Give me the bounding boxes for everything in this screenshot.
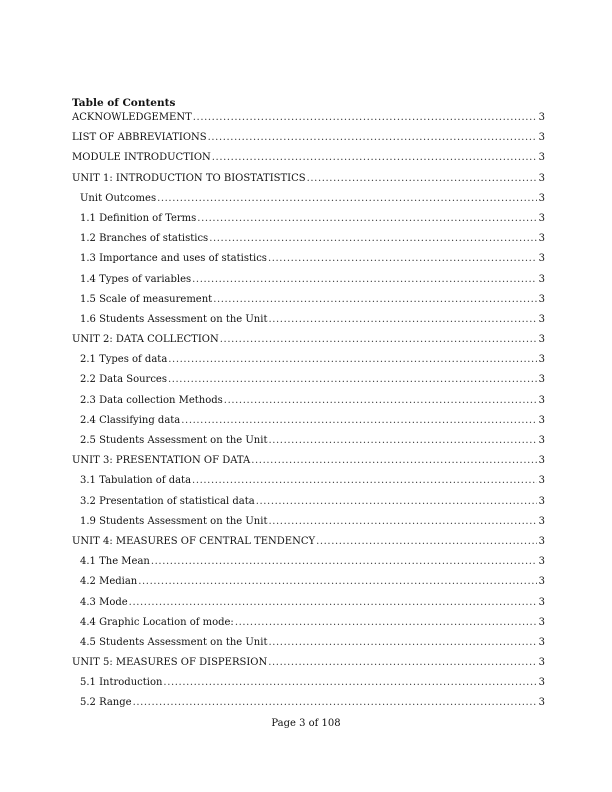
leader-dots: [138, 575, 536, 589]
leader-dots: [256, 495, 537, 509]
toc-entry[interactable]: [72, 333, 545, 353]
leader-dots: [235, 616, 537, 630]
toc-entry-label: 5.2 Range: [80, 697, 132, 709]
toc-entry-label: 1.2 Branches of statistics: [80, 233, 209, 245]
toc-entry-label: ACKNOWLEDGEMENT: [72, 112, 192, 123]
leader-dots: [268, 656, 536, 670]
toc-entry-page: 3: [538, 273, 545, 285]
toc-entry[interactable]: [72, 434, 545, 454]
toc-entry[interactable]: [72, 252, 545, 272]
toc-entry-page: 3: [538, 354, 545, 366]
leader-dots: [168, 353, 536, 367]
toc-entry-page: 3: [538, 414, 545, 426]
toc-entry-page: 3: [538, 293, 545, 305]
toc-entry[interactable]: [72, 313, 545, 333]
toc-entry-label: 1.5 Scale of measurement: [80, 293, 213, 305]
toc-entry[interactable]: [72, 596, 545, 616]
toc-entry[interactable]: [72, 555, 545, 575]
toc-entry-page: 3: [538, 515, 545, 527]
toc-entry-page: 3: [538, 132, 545, 144]
leader-dots: [209, 232, 536, 246]
toc-entry-page: 3: [538, 233, 545, 245]
toc-entry-label: LIST OF ABBREVIATIONS: [72, 132, 207, 144]
leader-dots: [151, 555, 537, 569]
toc-entry-page: 3: [538, 253, 545, 265]
toc-entry-page: 3: [538, 152, 545, 164]
leader-dots: [268, 313, 536, 327]
leader-dots: [163, 676, 536, 690]
toc-entry-label: UNIT 4: MEASURES OF CENTRAL TENDENCY: [72, 535, 316, 547]
toc-entry[interactable]: [72, 394, 545, 414]
toc-entry-label: Unit Outcomes: [80, 192, 157, 204]
leader-dots: [213, 293, 536, 307]
toc-entry[interactable]: [72, 131, 545, 151]
toc-entry-page: 3: [538, 556, 545, 568]
toc-entry[interactable]: [72, 353, 545, 373]
toc-entry-page: 3: [538, 596, 545, 608]
toc-entry[interactable]: [72, 414, 545, 434]
leader-dots: [268, 252, 537, 266]
toc-entry[interactable]: [72, 111, 545, 131]
toc-entry[interactable]: [72, 616, 545, 636]
page-footer: Page 3 of 108: [271, 718, 341, 729]
toc-entry-label: 3.2 Presentation of statistical data: [80, 495, 255, 507]
toc-entry-label: 1.1 Definition of Terms: [80, 212, 197, 224]
toc-entry-label: 1.3 Importance and uses of statistics: [80, 253, 267, 265]
toc-entry-label: 4.3 Mode: [80, 596, 128, 608]
leader-dots: [316, 535, 537, 549]
leader-dots: [268, 636, 536, 650]
toc-entry[interactable]: [72, 636, 545, 656]
toc-entry-page: 3: [538, 535, 545, 547]
toc-entry-page: 3: [538, 657, 545, 669]
leader-dots: [157, 192, 537, 206]
toc-entry-label: 1.6 Students Assessment on the Unit: [80, 313, 268, 325]
leader-dots: [193, 111, 537, 125]
toc-entry[interactable]: [72, 293, 545, 313]
toc-entry[interactable]: [72, 373, 545, 393]
leader-dots: [197, 212, 536, 226]
toc-entry-page: 3: [538, 172, 545, 184]
toc-entry[interactable]: [72, 575, 545, 595]
toc-entry-page: 3: [538, 495, 545, 507]
toc-entry[interactable]: [72, 656, 545, 676]
leader-dots: [208, 131, 537, 145]
toc-entry-label: 4.4 Graphic Location of mode:: [80, 616, 234, 628]
leader-dots: [307, 172, 537, 186]
leader-dots: [224, 394, 537, 408]
leader-dots: [168, 373, 537, 387]
toc-entry[interactable]: [72, 151, 545, 171]
leader-dots: [251, 454, 536, 468]
toc-entry-page: 3: [538, 475, 545, 487]
toc-entry-page: 3: [538, 616, 545, 628]
toc-entry-page: 3: [538, 697, 545, 709]
toc-entry-label: UNIT 3: PRESENTATION OF DATA: [72, 455, 251, 467]
toc-entry[interactable]: [72, 454, 545, 474]
toc-entry-label: UNIT 2: DATA COLLECTION: [72, 334, 219, 346]
toc-entry-label: 4.2 Median: [80, 576, 138, 588]
toc-entry-page: 3: [538, 374, 545, 386]
toc-entry-page: 3: [538, 394, 545, 406]
toc-entry-page: 3: [538, 636, 545, 648]
toc-entry-page: 3: [538, 677, 545, 689]
toc-entry-label: 4.5 Students Assessment on the Unit: [80, 636, 268, 648]
toc-entry-label: 3.1 Tabulation of data: [80, 475, 192, 487]
table-of-contents: [72, 111, 545, 717]
toc-entry[interactable]: [72, 172, 545, 192]
toc-entry-page: 3: [538, 576, 545, 588]
toc-entry-page: 3: [538, 212, 545, 224]
toc-title: Table of Contents: [72, 97, 176, 109]
toc-entry[interactable]: [72, 212, 545, 232]
leader-dots: [268, 515, 536, 529]
toc-entry-label: 1.9 Students Assessment on the Unit: [80, 515, 268, 527]
toc-entry[interactable]: [72, 232, 545, 252]
toc-entry-page: 3: [538, 435, 545, 446]
toc-entry-label: 4.1 The Mean: [80, 556, 150, 568]
leader-dots: [268, 434, 536, 448]
toc-entry-label: UNIT 5: MEASURES OF DISPERSION: [72, 657, 268, 669]
toc-entry-label: 1.4 Types of variables: [80, 273, 192, 285]
toc-entry-page: 3: [538, 112, 545, 123]
toc-entry[interactable]: [72, 696, 545, 716]
toc-entry[interactable]: [72, 192, 545, 212]
toc-entry-label: 2.1 Types of data: [80, 354, 168, 366]
toc-entry-page: 3: [538, 334, 545, 346]
toc-entry-label: 2.2 Data Sources: [80, 374, 167, 386]
leader-dots: [192, 273, 536, 287]
toc-entry[interactable]: [72, 676, 545, 696]
toc-entry-page: 3: [538, 192, 545, 204]
toc-entry-label: 2.3 Data collection Methods: [80, 394, 223, 406]
toc-entry-page: 3: [538, 455, 545, 467]
leader-dots: [181, 414, 536, 428]
leader-dots: [220, 333, 537, 347]
toc-entry-label: 5.1 Introduction: [80, 677, 163, 689]
toc-entry-label: 2.4 Classifying data: [80, 414, 181, 426]
toc-entry[interactable]: [72, 495, 545, 515]
toc-entry[interactable]: [72, 535, 545, 555]
toc-entry-page: 3: [538, 313, 545, 325]
leader-dots: [212, 151, 537, 165]
toc-entry-label: 2.5 Students Assessment on the Unit: [80, 435, 268, 446]
toc-entry[interactable]: [72, 474, 545, 494]
toc-entry[interactable]: [72, 515, 545, 535]
leader-dots: [192, 474, 537, 488]
leader-dots: [133, 696, 537, 710]
leader-dots: [129, 596, 537, 610]
toc-entry[interactable]: [72, 273, 545, 293]
toc-entry-label: UNIT 1: INTRODUCTION TO BIOSTATISTICS: [72, 172, 306, 184]
toc-entry-label: MODULE INTRODUCTION: [72, 152, 211, 164]
